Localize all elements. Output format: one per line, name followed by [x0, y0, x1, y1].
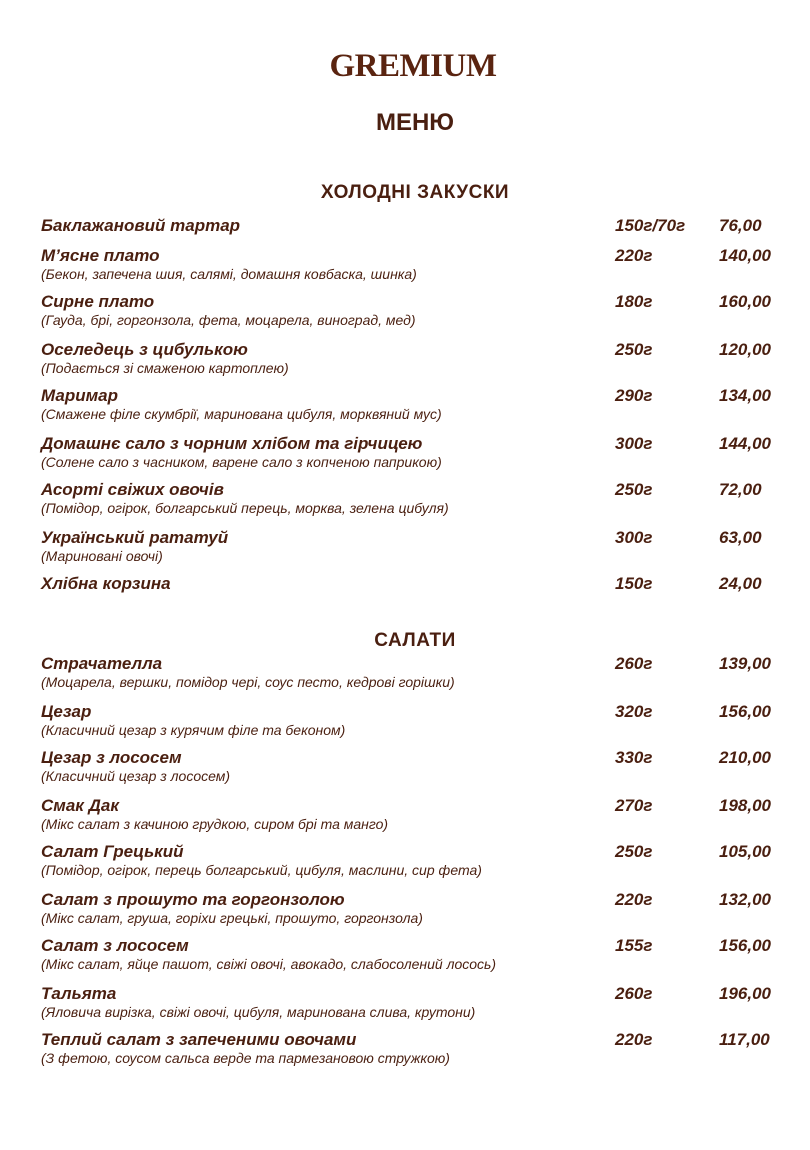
item-description: (Класичний цезар з лососем) — [41, 768, 230, 784]
item-description: (Мариновані овочі) — [41, 548, 163, 564]
item-weight: 330г — [615, 748, 653, 767]
menu-item — [41, 654, 791, 698]
item-weight: 220г — [615, 246, 653, 265]
menu-item — [41, 246, 791, 290]
item-description: (З фетою, соусом сальса верде та пармезановою стружкою) — [41, 1050, 450, 1066]
item-description: (Подається зі смаженою картоплею) — [41, 360, 289, 376]
item-weight: 250г — [615, 340, 653, 359]
item-description: (Мікс салат, яйце пашот, свіжі овочі, авокадо, слабосолений лосось) — [41, 956, 497, 972]
item-name: М’ясне плато — [41, 246, 160, 265]
item-description: (Класичний цезар з курячим філе та беконом) — [41, 722, 346, 738]
item-name: Український рататуй — [41, 528, 229, 547]
item-price: 160,00 — [719, 292, 771, 311]
item-description: (Смажене філе скумбрії, маринована цибуля, морквяний мус) — [41, 406, 442, 422]
item-description: (Моцарела, вершки, помідор чері, соус песто, кедрові горішки) — [41, 674, 455, 690]
item-price: 156,00 — [719, 936, 771, 955]
item-name: Домашнє сало з чорним хлібом та гірчицею — [41, 434, 423, 453]
item-description: (Помідор, огірок, болгарський перець, морква, зелена цибуля) — [41, 500, 449, 516]
menu-item — [41, 292, 791, 336]
item-weight: 150г — [615, 574, 653, 593]
item-name: Салат з прошуто та горгонзолою — [41, 890, 345, 909]
item-name: Теплий салат з запеченими овочами — [41, 1030, 357, 1049]
section-title-salads: САЛАТИ — [374, 630, 456, 651]
brand-logo: GREMIUM — [329, 48, 497, 84]
item-name: Салат з лососем — [41, 936, 189, 955]
item-name: Баклажановий тартар — [41, 216, 241, 235]
item-price: 156,00 — [719, 702, 771, 721]
item-weight: 290г — [615, 386, 653, 405]
menu-item — [41, 796, 791, 840]
item-name: Страчателла — [41, 654, 163, 673]
menu-item — [41, 574, 791, 618]
menu-item — [41, 748, 791, 792]
item-name: Салат Грецький — [41, 842, 184, 861]
item-weight: 180г — [615, 292, 653, 311]
item-weight: 155г — [615, 936, 653, 955]
menu-item — [41, 890, 791, 934]
item-description: (Бекон, запечена шия, салямі, домашня ковбаска, шинка) — [41, 266, 417, 282]
item-description: (Помідор, огірок, перець болгарський, цибуля, маслини, сир фета) — [41, 862, 482, 878]
item-weight: 270г — [615, 796, 653, 815]
item-price: 24,00 — [719, 574, 762, 593]
item-weight: 250г — [615, 480, 653, 499]
menu-item — [41, 528, 791, 572]
item-weight: 220г — [615, 1030, 653, 1049]
item-price: 132,00 — [719, 890, 771, 909]
item-price: 210,00 — [719, 748, 771, 767]
item-price: 76,00 — [719, 216, 762, 235]
item-price: 134,00 — [719, 386, 771, 405]
item-name: Асорті свіжих овочів — [41, 480, 224, 499]
item-weight: 300г — [615, 434, 653, 453]
item-weight: 260г — [615, 654, 653, 673]
page-title: МЕНЮ — [375, 109, 455, 136]
item-price: 117,00 — [719, 1030, 770, 1049]
menu-item — [41, 842, 791, 886]
item-price: 120,00 — [719, 340, 771, 359]
item-description: (Яловича вирізка, свіжі овочі, цибуля, маринована слива, крутони) — [41, 1004, 476, 1020]
item-price: 139,00 — [719, 654, 771, 673]
item-price: 144,00 — [719, 434, 771, 453]
item-price: 140,00 — [719, 246, 771, 265]
item-name: Сирне плато — [41, 292, 155, 311]
item-description: (Мікс салат, груша, горіхи грецькі, прошуто, горгонзола) — [41, 910, 423, 926]
item-name: Цезар з лососем — [41, 748, 182, 767]
item-name: Смак Дак — [41, 796, 119, 815]
menu-item — [41, 936, 791, 980]
item-weight: 260г — [615, 984, 653, 1003]
menu-item — [41, 340, 791, 384]
item-weight: 250г — [615, 842, 653, 861]
item-description: (Гауда, брі, горгонзола, фета, моцарела, виноград, мед) — [41, 312, 416, 328]
menu-item — [41, 984, 791, 1028]
menu-item — [41, 1030, 791, 1074]
item-price: 196,00 — [719, 984, 771, 1003]
menu-item — [41, 480, 791, 524]
item-name: Маримар — [41, 386, 119, 405]
item-price: 105,00 — [719, 842, 771, 861]
item-weight: 220г — [615, 890, 653, 909]
item-weight: 300г — [615, 528, 653, 547]
item-name: Цезар — [41, 702, 92, 721]
menu-item — [41, 702, 791, 746]
menu-item — [41, 386, 791, 430]
item-weight: 320г — [615, 702, 653, 721]
item-description: (Мікс салат з качиною грудкою, сиром брі та манго) — [41, 816, 389, 832]
item-weight: 150г/70г — [615, 216, 686, 235]
item-name: Хлібна корзина — [41, 574, 171, 593]
item-price: 198,00 — [719, 796, 771, 815]
item-name: Оселедець з цибулькою — [41, 340, 248, 359]
menu-item — [41, 434, 791, 478]
section-title-cold-appetizers: ХОЛОДНІ ЗАКУСКИ — [320, 182, 510, 203]
item-description: (Солене сало з часником, варене сало з копченою паприкою) — [41, 454, 442, 470]
item-price: 72,00 — [719, 480, 762, 499]
item-price: 63,00 — [719, 528, 762, 547]
item-name: Тальята — [41, 984, 117, 1003]
